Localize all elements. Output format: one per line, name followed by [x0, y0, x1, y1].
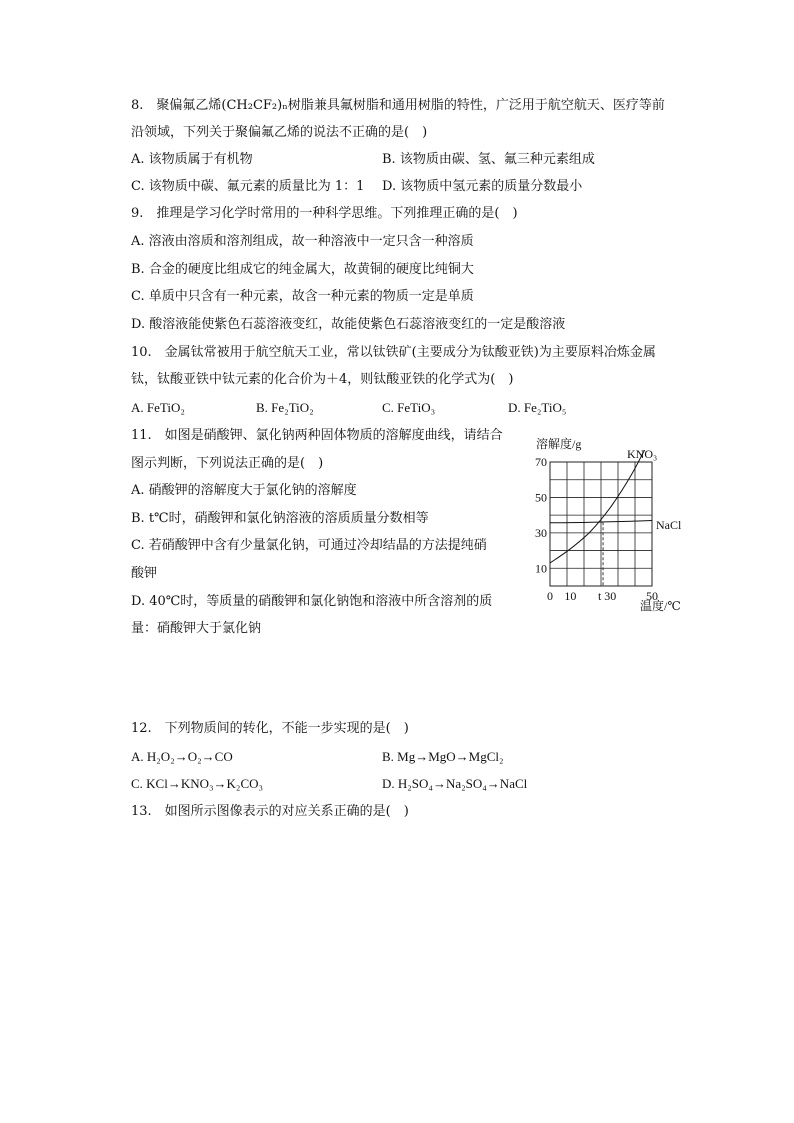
- q11-option-c-line-1: C. 若硝酸钾中含有少量氯化钠，可通过冷却结晶的方法提纯硝: [131, 538, 487, 553]
- q11-stem-line-1: 11. 如图是硝酸钾、氯化钠两种固体物质的溶解度曲线，请结合: [131, 428, 503, 443]
- q9-option-d: D. 酸溶液能使紫色石蕊溶液变红，故能使紫色石蕊溶液变红的一定是酸溶液: [131, 317, 566, 332]
- x-tick-label: 0: [547, 589, 553, 603]
- q8-option-c: C. 该物质中碳、氟元素的质量比为 1：1: [131, 179, 365, 194]
- q9-option-b: B. 合金的硬度比组成它的纯金属大，故黄铜的硬度比纯铜大: [131, 262, 474, 277]
- series-label-nacl: NaCl: [656, 518, 682, 532]
- q13-stem: 13. 如图所示图像表示的对应关系正确的是( ): [131, 804, 409, 819]
- q11-option-c-line-2: 酸钾: [131, 566, 158, 581]
- q11-option-d-line-1: D. 40℃时，等质量的硝酸钾和氯化钠饱和溶液中所含溶剂的质: [131, 594, 493, 609]
- q11-option-b: B. t℃时，硝酸钾和氯化钠溶液的溶质质量分数相等: [131, 511, 429, 526]
- q9-option-a: A. 溶液由溶质和溶剂组成，故一种溶液中一定只含一种溶质: [131, 234, 474, 249]
- q12-stem: 12. 下列物质间的转化，不能一步实现的是( ): [131, 721, 409, 736]
- y-axis-label: 溶解度/g: [536, 437, 582, 451]
- q8-option-a: A. 该物质属于有机物: [131, 152, 253, 167]
- q8-stem-line-2: 沿领域，下列关于聚偏氟乙烯的说法不正确的是( ): [131, 125, 428, 140]
- x-tick-label: t 30: [597, 589, 617, 603]
- q10-option-a: A. FeTiO₂: [131, 400, 185, 415]
- solubility-chart: [530, 432, 710, 617]
- q10-option-c: C. FeTiO₃: [382, 400, 436, 415]
- q10-stem-line-1: 10. 金属钛常被用于航空航天工业，常以钛铁矿(主要成分为钛酸亚铁)为主要原料冶炼金属: [131, 345, 656, 360]
- q12-option-d: D. H₂SO₄→Na₂SO₄→NaCl: [382, 776, 528, 791]
- x-axis-label: 温度/℃: [640, 599, 681, 613]
- series-label-kno3: KNO₃: [627, 447, 658, 461]
- y-tick-label: 10: [535, 561, 547, 576]
- q10-stem-line-2: 钛，钛酸亚铁中钛元素的化合价为＋4，则钛酸亚铁的化学式为( ): [131, 372, 514, 387]
- q9-option-c: C. 单质中只含有一种元素，故含一种元素的物质一定是单质: [131, 289, 474, 304]
- q8-stem-line-1: 8. 聚偏氟乙烯(CH₂CF₂)ₙ树脂兼具氟树脂和通用树脂的特性，广泛用于航空航天、医疗等前: [131, 98, 665, 113]
- q8-option-d: D. 该物质中氢元素的质量分数最小: [382, 179, 583, 194]
- q12-option-a: A. H₂O₂→O₂→CO: [131, 749, 233, 764]
- q8-option-b: B. 该物质由碳、氢、氟三种元素组成: [382, 152, 595, 167]
- q12-option-c: C. KCl→KNO₃→K₂CO₃: [131, 776, 264, 791]
- q11-stem-line-2: 图示判断，下列说法正确的是( ): [131, 456, 324, 471]
- y-tick-label: 50: [535, 490, 547, 505]
- x-tick-label: 10: [564, 589, 577, 603]
- y-tick-label: 70: [535, 455, 547, 469]
- y-tick-label: 30: [535, 525, 547, 540]
- q9-stem: 9. 推理是学习化学时常用的一种科学思维。下列推理正确的是( ): [131, 206, 518, 221]
- q12-option-b: B. Mg→MgO→MgCl₂: [382, 749, 504, 764]
- chart-grid: [550, 462, 652, 586]
- x-tick-label: 50: [646, 589, 658, 603]
- q11-option-a: A. 硝酸钾的溶解度大于氯化钠的溶解度: [131, 483, 357, 498]
- q10-option-b: B. Fe₂TiO₂: [256, 400, 314, 415]
- q10-option-d: D. Fe₂TiO₅: [508, 400, 567, 415]
- q11-option-d-line-2: 量：硝酸钾大于氯化钠: [131, 621, 262, 636]
